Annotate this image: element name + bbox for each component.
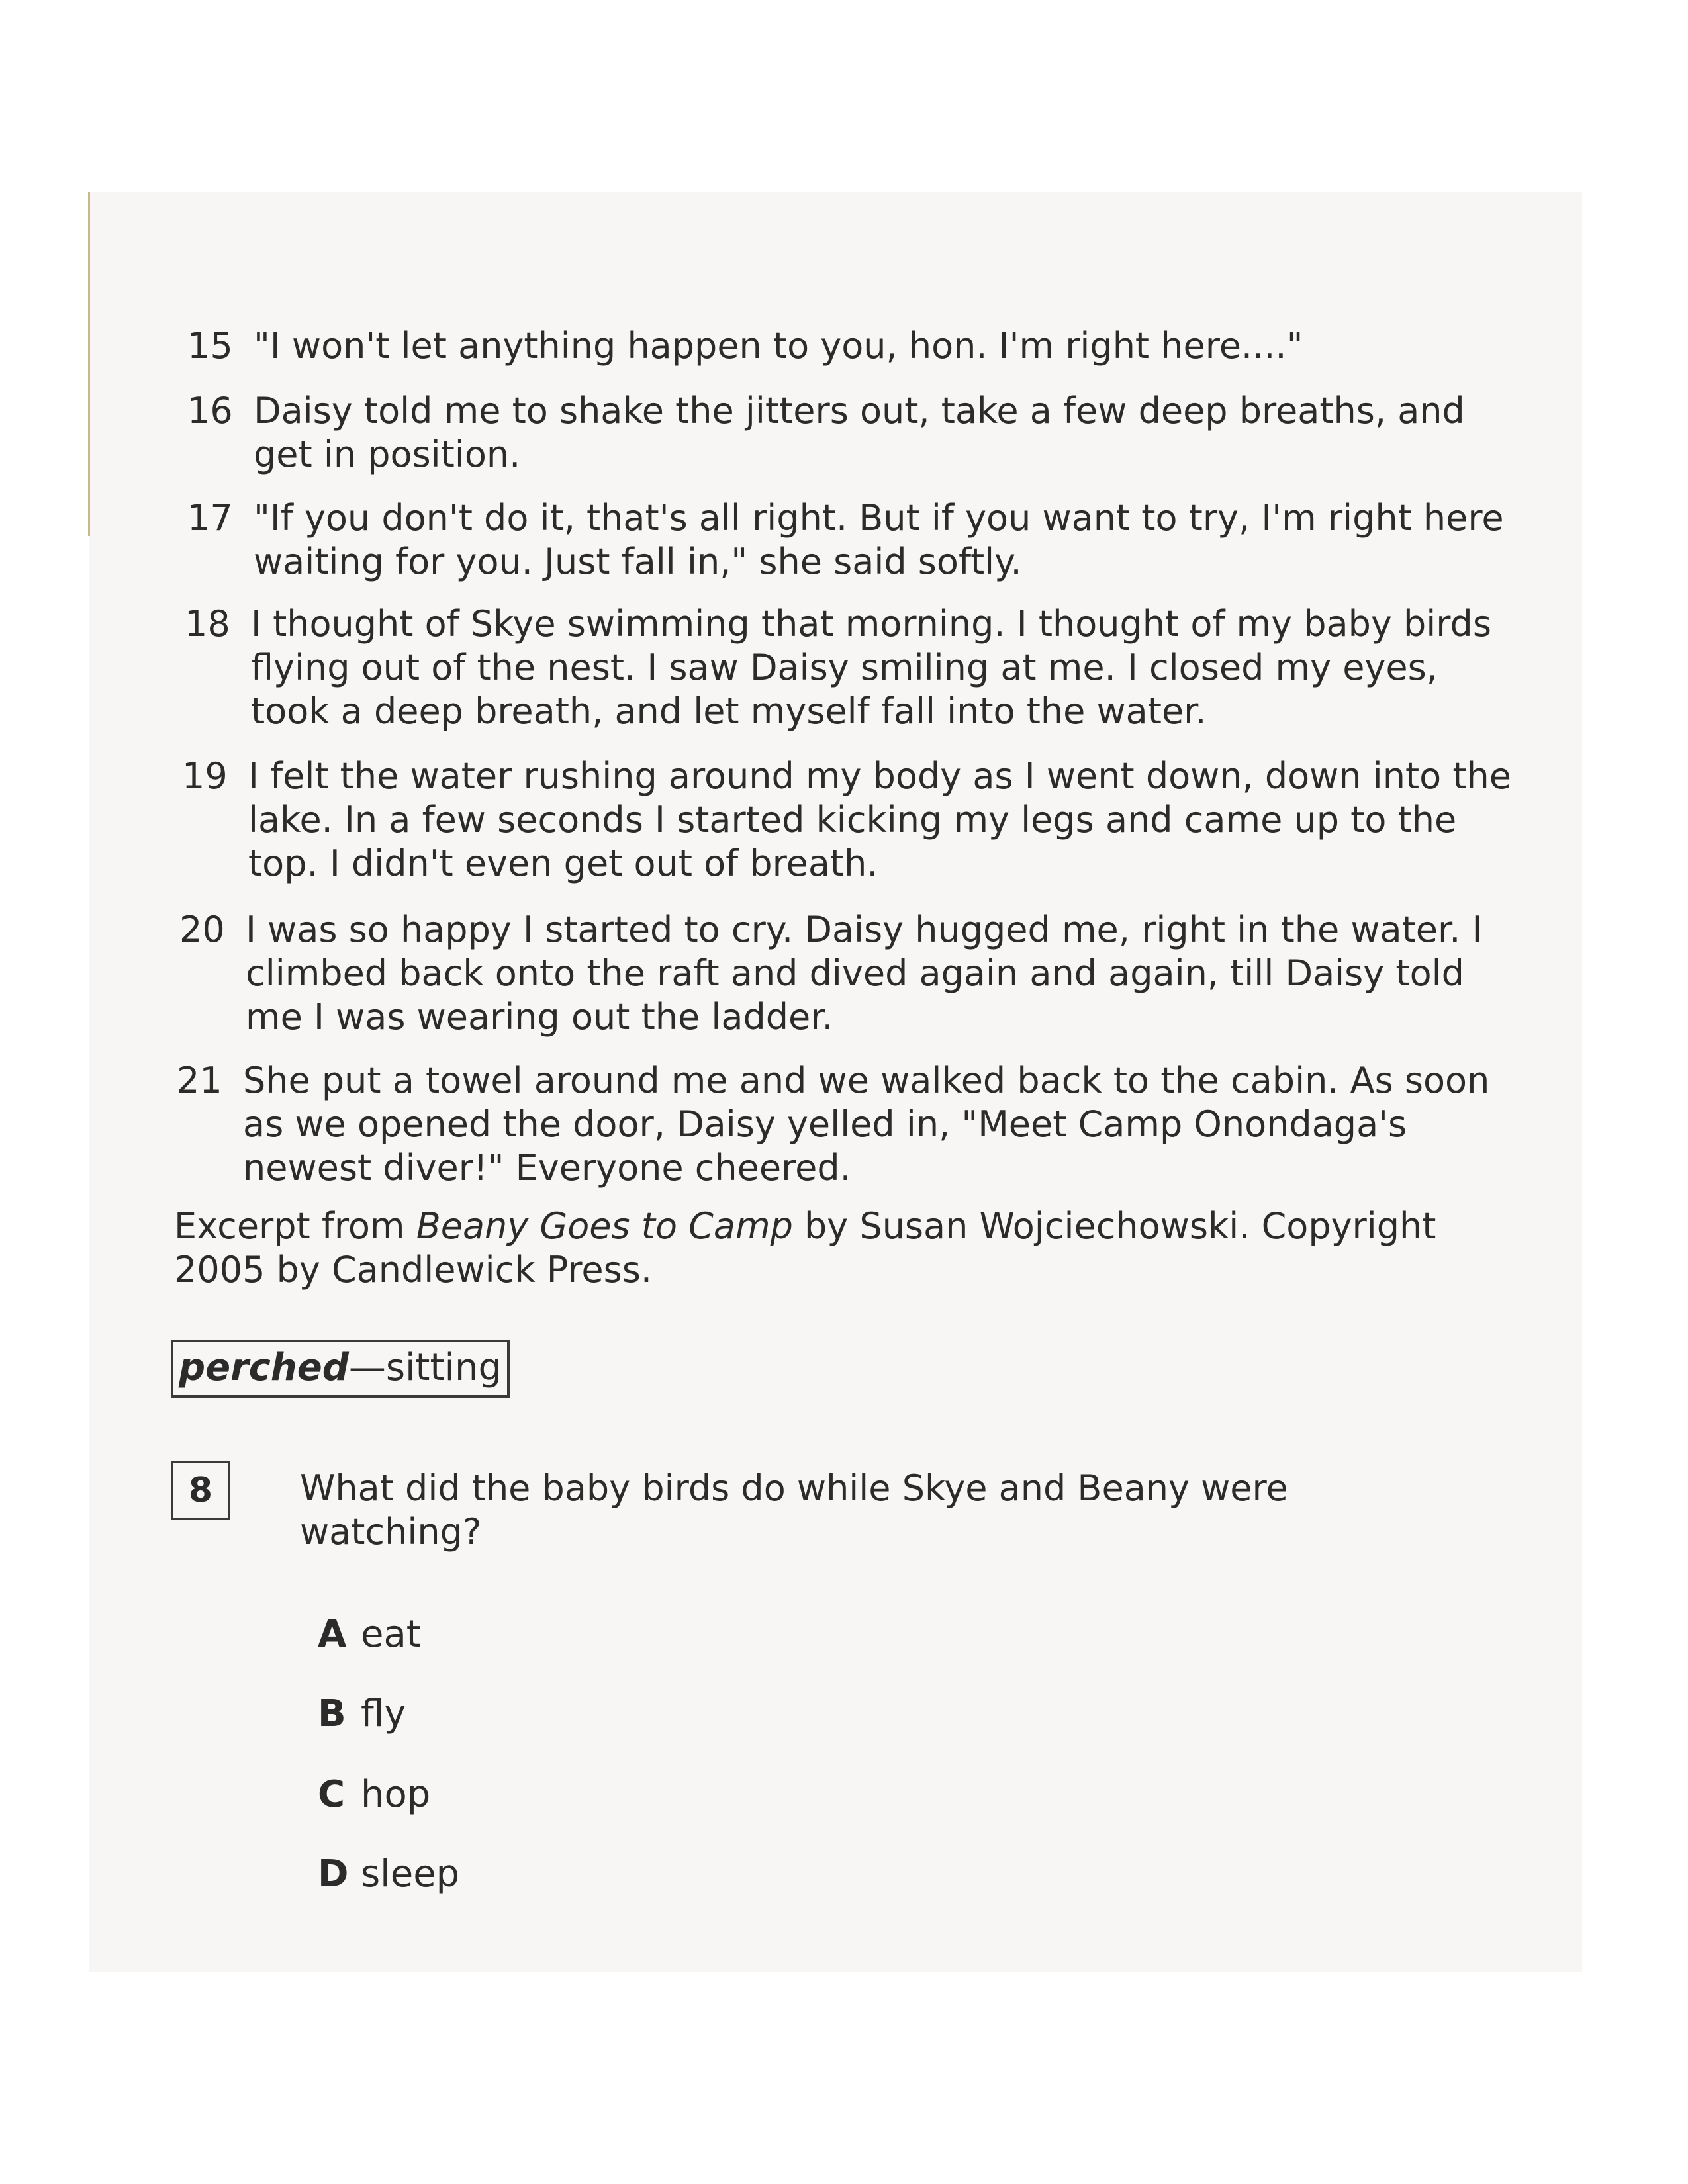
paragraph-number: 20 [179, 909, 225, 950]
option-text: fly [361, 1692, 406, 1735]
paragraph-number: 21 [177, 1060, 222, 1101]
book-title: Beany Goes to Camp [416, 1205, 793, 1247]
glossary-word: perched [179, 1346, 349, 1389]
glossary-definition: —sitting [348, 1346, 502, 1389]
paragraph-number: 18 [185, 603, 230, 645]
paragraph-text: I felt the water rushing around my body as I went down, down into the lake. In a few seconds I started kicking my legs and came up to the top. I didn't even get out of breath. [248, 755, 1511, 884]
option-text: sleep [361, 1852, 460, 1895]
option-letter: C [318, 1773, 346, 1816]
question-number-box: 8 [171, 1461, 230, 1520]
paragraph-number: 16 [187, 390, 233, 432]
paragraph-number: 19 [182, 755, 228, 797]
glossary-box [171, 1340, 510, 1398]
answer-option-c[interactable] [318, 1772, 430, 1818]
credit-suffix: by Susan Wojciechowski. Copyright 2005 by Candlewick Press. [174, 1205, 1436, 1291]
paragraph-text: "If you don't do it, that's all right. But if you want to try, I'm right here waiting for you. Just fall in," she said softly. [254, 497, 1504, 582]
paragraph-text: She put a towel around me and we walked back to the cabin. As soon as we opened the door, Daisy yelled in, "Meet Camp Onondaga's newest diver!" Everyone cheered. [243, 1060, 1490, 1189]
page-edge-shadow [88, 192, 90, 536]
paragraph-text: Daisy told me to shake the jitters out, take a few deep breaths, and get in position. [254, 390, 1465, 475]
question-text: What did the baby birds do while Skye and Beany were watching? [300, 1467, 1288, 1553]
paragraph-text: "I won't let anything happen to you, hon. I'm right here...." [254, 325, 1303, 367]
answer-option-a[interactable] [318, 1612, 421, 1658]
paragraph-text: I thought of Skye swimming that morning. I thought of my baby birds flying out of the nest. I saw Daisy smiling at me. I closed my eyes, took a deep breath, and let myself fall into the water. [251, 603, 1491, 732]
option-letter: D [318, 1852, 349, 1895]
paragraph-number: 15 [187, 325, 233, 367]
option-text: eat [361, 1613, 421, 1656]
option-letter: B [318, 1692, 346, 1735]
paragraph-number: 17 [187, 497, 233, 539]
credit-prefix: Excerpt from [174, 1205, 416, 1247]
answer-option-b[interactable] [318, 1691, 406, 1737]
source-credit [174, 1205, 1498, 1292]
paragraph-text: I was so happy I started to cry. Daisy hugged me, right in the water. I climbed back onto the raft and dived again and again, till Daisy told me I was wearing out the ladder. [246, 909, 1483, 1038]
answer-option-d[interactable] [318, 1851, 459, 1897]
option-text: hop [361, 1773, 431, 1816]
option-letter: A [318, 1613, 347, 1656]
